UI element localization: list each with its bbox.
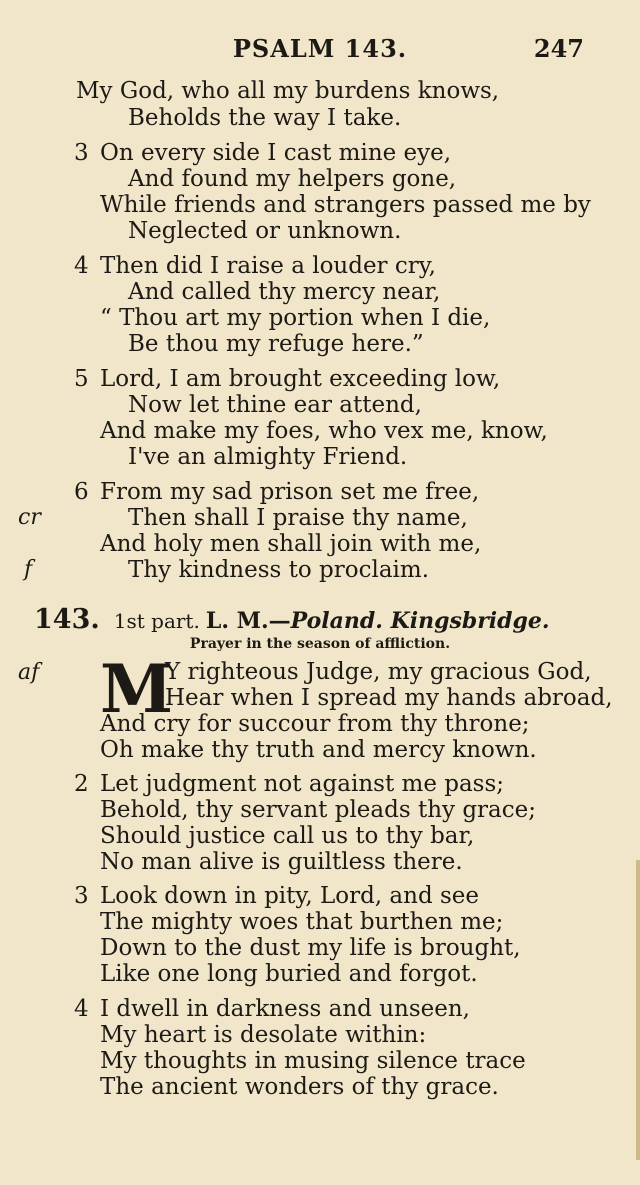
verse-line: The ancient wonders of thy grace.: [100, 1074, 499, 1100]
verse-line: Then shall I praise thy name,: [128, 505, 468, 531]
verse-line: The mighty woes that burthen me;: [100, 909, 504, 935]
verse-line: Hear when I spread my hands abroad,: [165, 685, 613, 711]
drop-cap: M: [100, 650, 174, 728]
verse-line: Behold, thy servant pleads thy grace;: [100, 797, 536, 823]
verse-number: 3: [74, 883, 89, 909]
verse-line: Like one long buried and forgot.: [100, 961, 478, 987]
verse-line: From my sad prison set me free,: [100, 479, 480, 505]
verse-line: And holy men shall join with me,: [100, 531, 482, 557]
running-title: PSALM 143.: [232, 34, 408, 63]
verse-line: And called thy mercy near,: [128, 279, 441, 305]
verse-line: Then did I raise a louder cry,: [100, 253, 436, 279]
hymn-number: 143.: [34, 604, 100, 635]
verse-line: Let judgment not against me pass;: [100, 771, 505, 797]
verse-line: Down to the dust my life is brought,: [100, 935, 521, 961]
verse-line: While friends and strangers passed me by: [100, 192, 591, 218]
verse-line: Should justice call us to thy bar,: [100, 823, 475, 849]
verse-line: Be thou my refuge here.”: [128, 331, 424, 357]
verse-line: My heart is desolate within:: [100, 1022, 427, 1048]
verse-number: 4: [74, 996, 89, 1022]
dynamic-mark-cr: cr: [18, 505, 41, 530]
verse-line: And cry for succour from thy throne;: [100, 711, 530, 737]
verse-line: No man alive is guiltless there.: [100, 849, 463, 875]
verse-line: Look down in pity, Lord, and see: [100, 883, 480, 909]
verse-line: Lord, I am brought exceeding low,: [100, 366, 501, 392]
verse-line: Thy kindness to proclaim.: [128, 557, 430, 583]
hymn-part: 1st part.: [113, 609, 200, 633]
dynamic-mark-f: f: [24, 557, 33, 582]
verse-line: Oh make thy truth and mercy known.: [100, 737, 537, 763]
dynamic-mark-af: af: [18, 660, 40, 685]
verse-line: Now let thine ear attend,: [128, 392, 422, 418]
verse-line: And found my helpers gone,: [128, 166, 457, 192]
hymn-meter: L. M.—: [205, 608, 291, 634]
verse-number: 6: [74, 479, 89, 505]
verse-line: My God, who all my burdens knows,: [76, 78, 500, 104]
verse-number: 4: [74, 253, 89, 279]
verse-line: My thoughts in musing silence trace: [100, 1048, 526, 1074]
verse-line: I dwell in darkness and unseen,: [100, 996, 470, 1022]
verse-line: Beholds the way I take.: [128, 105, 402, 131]
verse-number: 2: [74, 771, 89, 797]
verse-number: 5: [74, 366, 89, 392]
verse-line: “ Thou art my portion when I die,: [100, 305, 491, 331]
hymn-tunes: Poland. Kingsbridge.: [290, 608, 550, 634]
verse-line: Neglected or unknown.: [128, 218, 402, 244]
verse-line: I've an almighty Friend.: [128, 444, 408, 470]
hymn-subtitle: Prayer in the season of affliction.: [189, 636, 451, 652]
verse-line: Y righteous Judge, my gracious God,: [165, 659, 592, 685]
hymn-heading: [34, 604, 550, 635]
page-number: 247: [533, 34, 584, 63]
page-edge-shadow: [636, 860, 640, 1160]
verse-line: And make my foes, who vex me, know,: [100, 418, 548, 444]
verse-number: 3: [74, 140, 89, 166]
verse-line: On every side I cast mine eye,: [100, 140, 452, 166]
